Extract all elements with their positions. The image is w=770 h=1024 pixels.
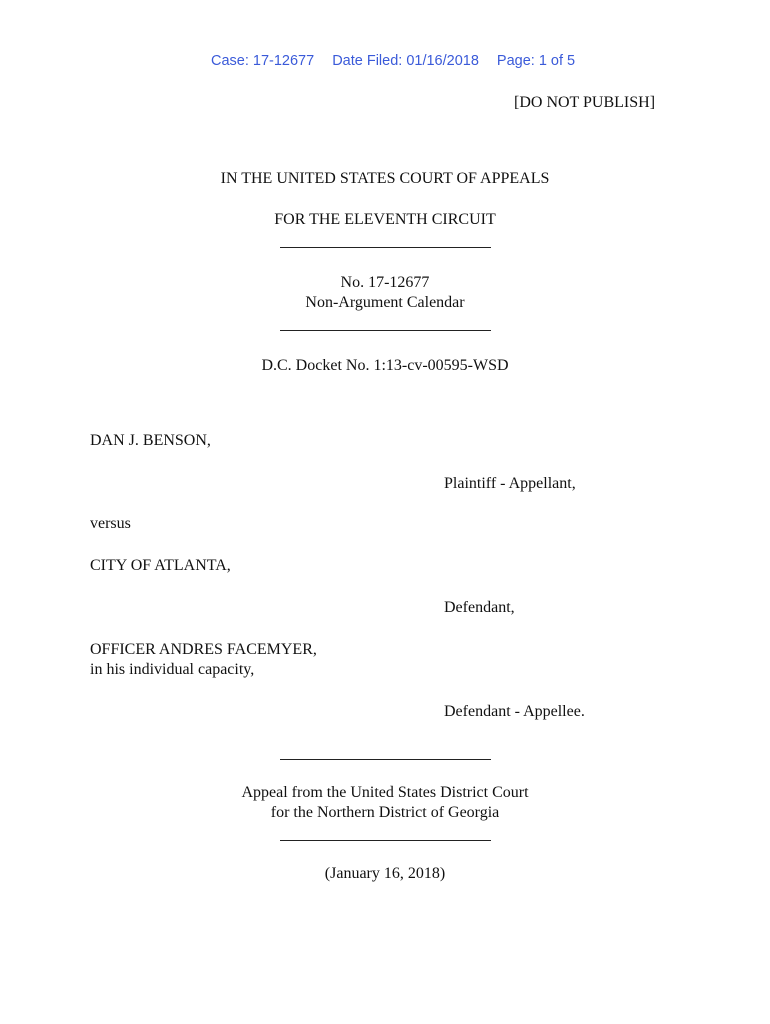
publish-notice: [DO NOT PUBLISH]: [514, 94, 656, 111]
appeal-line1: Appeal from the United States District Court: [241, 784, 529, 801]
case-header: [0, 37, 770, 85]
defendant2-name: OFFICER ANDRES FACEMYER,: [90, 641, 317, 658]
plaintiff-name: DAN J. BENSON,: [90, 432, 211, 449]
versus-text: versus: [90, 515, 131, 532]
divider-rule: [280, 759, 491, 760]
defendant2-capacity: in his individual capacity,: [90, 661, 255, 678]
court-name-line1: IN THE UNITED STATES COURT OF APPEALS: [220, 170, 550, 187]
divider-rule: [280, 247, 491, 248]
case-number-header: Case: 17-12677: [211, 53, 315, 69]
defendant1-role: Defendant,: [444, 599, 515, 616]
decision-date: (January 16, 2018): [324, 865, 446, 882]
appeal-line2: for the Northern District of Georgia: [270, 804, 500, 821]
case-number: No. 17-12677: [340, 274, 430, 291]
divider-rule: [280, 840, 491, 841]
defendant2-role: Defendant - Appellee.: [444, 703, 585, 720]
date-filed-header: Date Filed: 01/16/2018: [332, 53, 479, 69]
page-count-header: Page: 1 of 5: [496, 53, 576, 69]
court-name-line2: FOR THE ELEVENTH CIRCUIT: [274, 211, 496, 228]
divider-rule: [280, 330, 491, 331]
calendar-type: Non-Argument Calendar: [305, 294, 465, 311]
plaintiff-role: Plaintiff - Appellant,: [444, 475, 576, 492]
docket-number: D.C. Docket No. 1:13-cv-00595-WSD: [261, 357, 509, 374]
defendant1-name: CITY OF ATLANTA,: [90, 557, 231, 574]
